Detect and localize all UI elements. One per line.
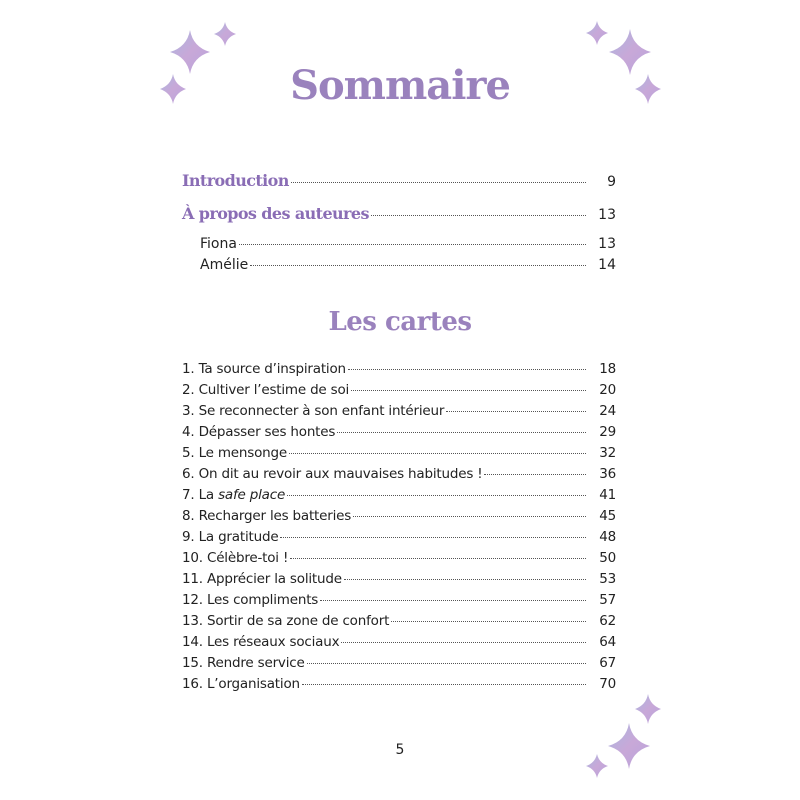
toc-entry-page: 48 (599, 529, 616, 545)
toc-entry-fiona[interactable] (200, 236, 616, 252)
sparkle-icon (635, 694, 661, 724)
section-title: Les cartes (328, 307, 472, 337)
toc-entry-page: 24 (599, 403, 616, 419)
dot-leader (337, 432, 586, 433)
toc-entry-page: 53 (599, 571, 616, 587)
toc-entry-amelie[interactable] (200, 257, 616, 273)
toc-entry-label: 14. Les réseaux sociaux (182, 634, 340, 650)
toc-entry-label: 11. Apprécier la solitude (182, 571, 342, 587)
dot-leader (280, 537, 586, 538)
toc-entry-page: 29 (599, 424, 616, 440)
italic-term: safe place (218, 487, 286, 503)
toc-entry-label: 1. Ta source d’inspiration (182, 361, 346, 377)
toc-entry-page: 70 (599, 676, 616, 692)
toc-entry-card[interactable] (182, 508, 616, 524)
toc-entry-card[interactable] (182, 424, 616, 440)
sparkle-icon (214, 22, 236, 46)
toc-entry-page: 13 (598, 207, 616, 223)
toc-entry-label: 9. La gratitude (182, 529, 279, 545)
toc-entry-label: 2. Cultiver l’estime de soi (182, 382, 350, 398)
toc-entry-card[interactable] (182, 550, 616, 566)
toc-entry-label: Fiona (200, 236, 237, 252)
dot-leader (289, 453, 586, 454)
toc-entry-label: 15. Rendre service (182, 655, 305, 671)
dot-leader (287, 495, 586, 496)
toc-entry-label: 6. On dit au revoir aux mauvaises habitudes ! (182, 466, 483, 482)
toc-entry-page: 50 (599, 550, 616, 566)
sparkle-icon (586, 21, 608, 45)
toc-entry-card[interactable] (182, 487, 616, 503)
page-number: 5 (395, 742, 405, 758)
dot-leader (302, 684, 586, 685)
toc-entry-card[interactable] (182, 613, 616, 629)
toc-entry-label: 12. Les compliments (182, 592, 319, 608)
toc-entry-page: 45 (599, 508, 616, 524)
toc-entry-page: 13 (598, 236, 616, 252)
toc-entry-page: 9 (607, 174, 616, 190)
toc-entry-label: 13. Sortir de sa zone de confort (182, 613, 390, 629)
dot-leader (307, 663, 586, 664)
toc-entry-label: À propos des auteures (182, 204, 369, 223)
toc-entry-page: 32 (599, 445, 616, 461)
toc-entry-card[interactable] (182, 445, 616, 461)
toc-entry-label: 5. Le mensonge (182, 445, 287, 461)
dot-leader (320, 600, 586, 601)
toc-entry-card[interactable] (182, 571, 616, 587)
toc-entry-page: 62 (599, 613, 616, 629)
dot-leader (291, 182, 586, 183)
toc-entry-label: Amélie (200, 257, 249, 273)
toc-entry-label: Introduction (182, 171, 289, 190)
toc-entry-about-authors[interactable] (182, 204, 616, 223)
dot-leader (353, 516, 586, 517)
toc-entry-introduction[interactable] (182, 171, 616, 190)
toc-entry-page: 57 (599, 592, 616, 608)
dot-leader (239, 244, 586, 245)
dot-leader (351, 390, 586, 391)
toc-entry-card[interactable] (182, 361, 616, 377)
dot-leader (344, 579, 586, 580)
toc-entry-label: 3. Se reconnecter à son enfant intérieur (182, 403, 445, 419)
toc-entry-page: 14 (598, 257, 616, 273)
toc-entry-page: 67 (599, 655, 616, 671)
toc-entry-card[interactable] (182, 676, 616, 692)
toc-entry-label: 10. Célèbre-toi ! (182, 550, 289, 566)
toc-entry-card[interactable] (182, 592, 616, 608)
toc-entry-page: 41 (599, 487, 616, 503)
toc-entry-label: 8. Recharger les batteries (182, 508, 352, 524)
toc-entry-card[interactable] (182, 655, 616, 671)
toc-entry-card[interactable] (182, 529, 616, 545)
dot-leader (391, 621, 586, 622)
toc-entry-card[interactable] (182, 466, 616, 482)
toc-entry-card[interactable] (182, 634, 616, 650)
dot-leader (446, 411, 586, 412)
dot-leader (290, 558, 586, 559)
toc-entry-page: 20 (599, 382, 616, 398)
dot-leader (484, 474, 586, 475)
toc-entry-card[interactable] (182, 382, 616, 398)
page-title: Sommaire (290, 62, 510, 109)
toc-entry-page: 18 (599, 361, 616, 377)
dot-leader (371, 215, 586, 216)
toc-entry-card[interactable] (182, 403, 616, 419)
dot-leader (250, 265, 586, 266)
dot-leader (341, 642, 586, 643)
toc-entry-label: 16. L’organisation (182, 676, 300, 692)
toc-entry-page: 64 (599, 634, 616, 650)
dot-leader (348, 369, 586, 370)
toc-entry-label: 4. Dépasser ses hontes (182, 424, 336, 440)
toc-entry-label: 7. La safe place (182, 487, 286, 503)
toc-entry-page: 36 (599, 466, 616, 482)
